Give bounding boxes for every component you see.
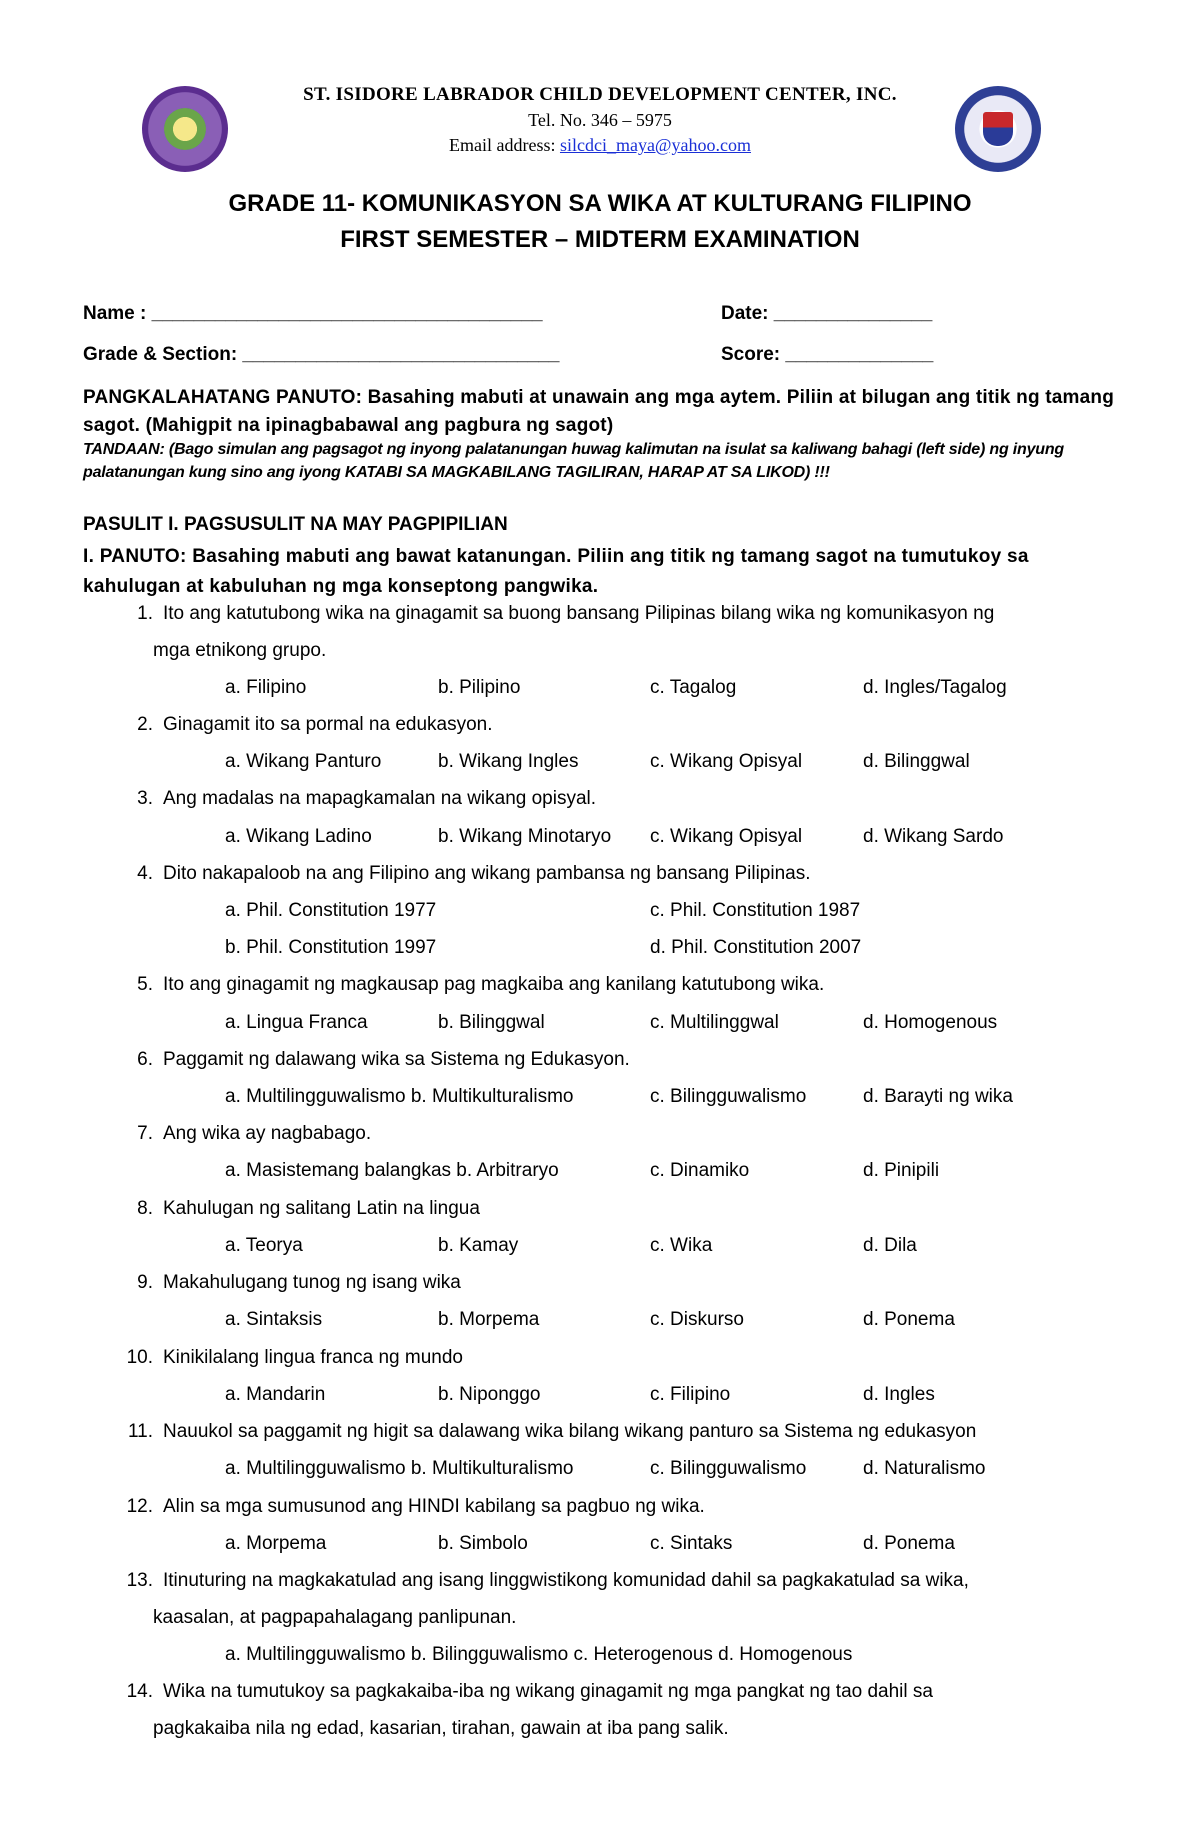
question-10	[116, 1339, 463, 1376]
option-c[interactable]: c. Wika	[650, 1235, 713, 1256]
options-row[interactable]: a. Multilingguwalismo b. Bilingguwalismo c. Heterogenous d. Homogenous	[225, 1644, 853, 1665]
option-c[interactable]: c. Sintaks	[650, 1533, 733, 1554]
reminder-note: TANDAAN: (Bago simulan ang pagsagot ng inyong palatanungan huwag kalimutan na isulat sa kaliwang bahagi (left side) ng inyung palatanungan kung sino ang iyong KATABI SA MAGKABILANG TAGILIRAN, HARAP AT SA LIKOD) !!!	[83, 441, 1065, 481]
question-14	[116, 1673, 933, 1710]
option-a[interactable]: a. Mandarin	[225, 1384, 326, 1405]
question-text: Ang madalas na mapagkamalan na wikang opisyal.	[163, 788, 597, 809]
option-c[interactable]: c. Diskurso	[650, 1309, 744, 1330]
option-a[interactable]: a. Filipino	[225, 677, 307, 698]
option-a-b[interactable]: a. Masistemang balangkas b. Arbitraryo	[225, 1160, 559, 1181]
question-number: 3.	[137, 788, 153, 809]
option-a-b[interactable]: a. Multilingguwalismo b. Multikulturalismo	[225, 1086, 574, 1107]
general-instructions: PANGKALAHATANG PANUTO: Basahing mabuti at unawain ang mga aytem. Piliin at bilugan ang titik ng tamang sagot. (Mahigpit na ipinagbabawal ang pagbura ng sagot)	[83, 387, 1114, 436]
option-c[interactable]: c. Dinamiko	[650, 1160, 750, 1181]
question-number: 13.	[126, 1570, 153, 1591]
question-number: 11.	[127, 1421, 153, 1442]
question-text: Ito ang ginagamit ng magkausap pag magkaiba ang kanilang katutubong wika.	[163, 974, 825, 995]
option-c[interactable]: c. Bilingguwalismo	[650, 1458, 807, 1479]
question-number: 14.	[126, 1681, 153, 1702]
question-number: 2.	[137, 714, 153, 735]
option-d[interactable]: d. Homogenous	[863, 1012, 998, 1033]
question-text: Kahulugan ng salitang Latin na lingua	[163, 1198, 480, 1219]
question-9	[116, 1264, 461, 1301]
option-a[interactable]: a. Wikang Panturo	[225, 751, 382, 772]
school-telephone: Tel. No. 346 – 5975	[528, 110, 672, 130]
email-label: Email address:	[448, 135, 560, 155]
question-text: Nauukol sa paggamit ng higit sa dalawang wika bilang wikang panturo sa Sistema ng edukasyon	[163, 1421, 977, 1442]
option-a-b[interactable]: a. Multilingguwalismo b. Multikulturalismo	[225, 1458, 574, 1479]
question-number: 12.	[126, 1496, 153, 1517]
exam-title: GRADE 11- KOMUNIKASYON SA WIKA AT KULTURANG FILIPINO	[228, 190, 972, 217]
option-c[interactable]: c. Bilingguwalismo	[650, 1086, 807, 1107]
school-email-line	[0, 135, 1200, 156]
question-text: Makahulugang tunog ng isang wika	[163, 1272, 461, 1293]
option-b[interactable]: b. Kamay	[438, 1235, 519, 1256]
question-text: Ginagamit ito sa pormal na edukasyon.	[163, 714, 493, 735]
question-5	[116, 966, 824, 1003]
exam-subtitle: FIRST SEMESTER – MIDTERM EXAMINATION	[340, 226, 860, 253]
question-4	[116, 855, 811, 892]
option-c[interactable]: c. Wikang Opisyal	[650, 826, 803, 847]
question-text: Ito ang katutubong wika na ginagamit sa buong bansang Pilipinas bilang wika ng komunikasyon ng	[163, 603, 995, 624]
question-number: 6.	[137, 1049, 153, 1070]
question-1	[116, 595, 994, 632]
option-a[interactable]: a. Sintaksis	[225, 1309, 323, 1330]
question-8	[116, 1190, 480, 1227]
option-d[interactable]: d. Bilinggwal	[863, 751, 970, 772]
option-b[interactable]: b. Pilipino	[438, 677, 521, 698]
question-number: 8.	[137, 1198, 153, 1219]
option-d[interactable]: d. Naturalismo	[863, 1458, 986, 1479]
question-number: 9.	[137, 1272, 153, 1293]
option-b[interactable]: b. Phil. Constitution 1997	[225, 937, 437, 958]
option-d[interactable]: d. Pinipili	[863, 1160, 940, 1181]
email-link[interactable]: silcdci_maya@yahoo.com	[559, 135, 751, 155]
question-12	[116, 1488, 705, 1525]
question-6	[116, 1041, 630, 1078]
question-number: 10.	[126, 1347, 153, 1368]
option-a[interactable]: a. Teorya	[225, 1235, 303, 1256]
question-text: Ang wika ay nagbabago.	[163, 1123, 372, 1144]
option-d[interactable]: d. Dila	[863, 1235, 917, 1256]
option-b[interactable]: b. Wikang Minotaryo	[438, 826, 612, 847]
grade-section-field: Grade & Section: ______________________________	[83, 344, 560, 365]
option-a[interactable]: a. Morpema	[225, 1533, 327, 1554]
question-number: 1.	[137, 603, 153, 624]
question-text: Kinikilalang lingua franca ng mundo	[163, 1347, 463, 1368]
option-a[interactable]: a. Wikang Ladino	[225, 826, 372, 847]
question-2	[116, 706, 493, 743]
option-c[interactable]: c. Filipino	[650, 1384, 731, 1405]
option-b[interactable]: b. Morpema	[438, 1309, 540, 1330]
option-b[interactable]: b. Bilinggwal	[438, 1012, 545, 1033]
option-c[interactable]: c. Wikang Opisyal	[650, 751, 803, 772]
option-d[interactable]: d. Ingles/Tagalog	[863, 677, 1007, 698]
option-d[interactable]: d. Barayti ng wika	[863, 1086, 1013, 1107]
option-c[interactable]: c. Phil. Constitution 1987	[650, 900, 861, 921]
section-directions: I. PANUTO: Basahing mabuti ang bawat katanungan. Piliin ang titik ng tamang sagot na tumutukoy sa kahulugan at kabuluhan ng mga konseptong pangwika.	[83, 546, 1029, 597]
question-13	[116, 1562, 969, 1599]
question-text: Alin sa mga sumusunod ang HINDI kabilang sa pagbuo ng wika.	[163, 1496, 705, 1517]
name-field: Name : _____________________________________	[83, 303, 543, 324]
question-7	[116, 1115, 371, 1152]
section-title: PASULIT I. PAGSUSULIT NA MAY PAGPIPILIAN	[83, 514, 508, 535]
date-field: Date: _______________	[721, 303, 933, 324]
option-a[interactable]: a. Phil. Constitution 1977	[225, 900, 437, 921]
question-number: 5.	[137, 974, 153, 995]
question-text: Wika na tumutukoy sa pagkakaiba-iba ng wikang ginagamit ng mga pangkat ng tao dahil sa	[163, 1681, 933, 1702]
question-number: 4.	[137, 863, 153, 884]
question-text-continued: mga etnikong grupo.	[153, 640, 327, 661]
option-c[interactable]: c. Multilinggwal	[650, 1012, 779, 1033]
option-d[interactable]: d. Ponema	[863, 1533, 955, 1554]
question-text: Paggamit ng dalawang wika sa Sistema ng Edukasyon.	[163, 1049, 630, 1070]
question-text-continued: pagkakaiba nila ng edad, kasarian, tirahan, gawain at iba pang salik.	[153, 1718, 729, 1739]
option-b[interactable]: b. Simbolo	[438, 1533, 528, 1554]
question-text: Itinuturing na magkakatulad ang isang linggwistikong komunidad dahil sa pagkakatulad sa wika,	[163, 1570, 969, 1591]
option-a[interactable]: a. Lingua Franca	[225, 1012, 368, 1033]
school-name: ST. ISIDORE LABRADOR CHILD DEVELOPMENT CENTER, INC.	[303, 84, 897, 105]
option-b[interactable]: b. Wikang Ingles	[438, 751, 579, 772]
option-d[interactable]: d. Ponema	[863, 1309, 955, 1330]
question-text-continued: kaasalan, at pagpapahalagang panlipunan.	[153, 1607, 517, 1628]
score-field: Score: ______________	[721, 344, 934, 365]
question-3	[116, 780, 596, 817]
question-text: Dito nakapaloob na ang Filipino ang wikang pambansa ng bansang Pilipinas.	[163, 863, 811, 884]
question-11	[116, 1413, 976, 1450]
question-number: 7.	[137, 1123, 153, 1144]
option-d[interactable]: d. Wikang Sardo	[863, 826, 1004, 847]
option-d[interactable]: d. Phil. Constitution 2007	[650, 937, 862, 958]
option-c[interactable]: c. Tagalog	[650, 677, 737, 698]
option-b[interactable]: b. Niponggo	[438, 1384, 541, 1405]
option-d[interactable]: d. Ingles	[863, 1384, 935, 1405]
